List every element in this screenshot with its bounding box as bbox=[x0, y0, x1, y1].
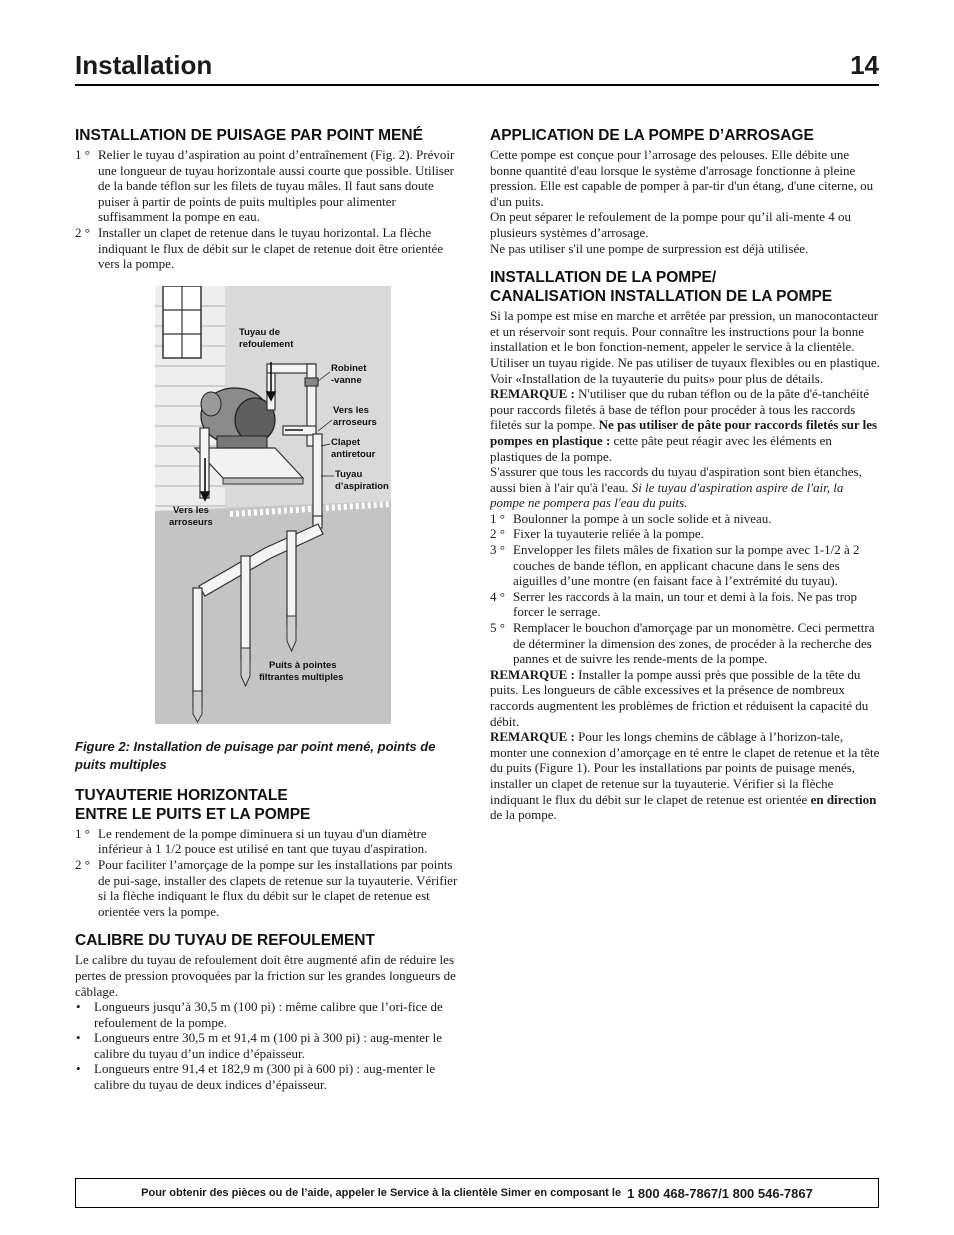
installation-figure bbox=[155, 286, 391, 724]
paragraph: Si la pompe est mise en marche et arrêtée par pression, un manocontacteur et un réservoir sont requis. Pour connaître les instructions pour la bonne installation et le bon fonction-nement, appeler le service à la clientèle. bbox=[490, 308, 879, 355]
paragraph: Cette pompe est conçue pour l’arrosage des pelouses. Elle débite une bonne quantité d'eau lorsque le système d'arrosage fonctionne à pleine pression. Elle est capable de pomper à par-tir d'un étang, d'une citerne, ou d'un puits. bbox=[490, 147, 874, 209]
list-item: • Longueurs entre 91,4 et 182,9 m (300 pi à 600 pi) : aug-menter le calibre du tuyau de deux indices d’épaisseur. bbox=[76, 1061, 436, 1093]
drive-point-steps bbox=[75, 147, 463, 272]
label-vers-arroseurs-2: arroseurs bbox=[333, 416, 377, 428]
page-header bbox=[75, 50, 879, 86]
list-item: 3 ° Envelopper les filets mâles de fixation sur la pompe avec 1-1/2 à 2 couches de bande téflon, en applicant chacune dans le sens des aiguilles d’une montre (en faisant face à l’extrémité du tuyau). bbox=[490, 542, 860, 589]
label-tuyau-refoulement-2: refoulement bbox=[239, 338, 294, 350]
footer-text: Pour obtenir des pièces ou de l’aide, appeler le Service à la clientèle Simer en composant le bbox=[141, 1187, 622, 1199]
remark-teflon: REMARQUE : N'utiliser que du ruban téflon ou de la pâte d'é-tanchéité pour raccords filetés à base de téflon pour procéder à tous les raccords filetés sur la pompe. Ne pas utiliser de pâte pour raccords filetés sur les pompes en plastique : cette pâte peut réagir avec les éléments en plastiques de la pompe. bbox=[490, 386, 878, 464]
list-item: 2 ° Pour faciliter l’amorçage de la pompe sur les installations par points de pui-sage, installer des clapets de retenue sur la tuyauterie. Vérifier si la flèche indiquant le flux du débit sur le clapet de retenue est orientée vers la pompe. bbox=[75, 856, 458, 919]
right-column bbox=[490, 126, 880, 823]
paragraph: Ne pas utiliser s'il une pompe de surpression est déjà utilisée. bbox=[490, 240, 809, 256]
pump-install-steps bbox=[490, 511, 880, 667]
label-tuyau-aspiration: Tuyau bbox=[335, 468, 363, 480]
paragraph-airtight: S'assurer que tous les raccords du tuyau d'aspiration sont bien étanches, aussi bien à l'air qu'à l'eau. Si le tuyau d'aspiration aspire de l'air, la pompe ne pompera pas l'eau du puits. bbox=[490, 464, 862, 511]
footer-help-bar bbox=[75, 1178, 879, 1208]
list-item: 2 ° Installer un clapet de retenue dans le tuyau horizontal. La flèche indiquant le flux de débit sur le clapet de retenue doit être orientée vers la pompe. bbox=[75, 224, 444, 272]
discharge-intro: Le calibre du tuyau de refoulement doit être augmenté afin de réduire les pertes de pression provoquées par la friction sur les grandes longueurs de câblage. bbox=[75, 952, 456, 999]
footer-phone: 1 800 468-7867/1 800 546-7867 bbox=[627, 1185, 813, 1201]
list-item: 5 ° Remplacer le bouchon d'amorçage par un monomètre. Ceci permettra de déterminer la dimension des zones, de procéder à la recherche des pannes et de suivre les rende-ments de la pompe. bbox=[490, 620, 875, 667]
paragraph: On peut séparer le refoulement de la pompe pour qu’il ali-mente 4 ou plusieurs systèmes d’arrosage. bbox=[490, 209, 851, 240]
label-robinet: Robinet bbox=[331, 362, 367, 374]
paragraph: Utiliser un tuyau rigide. Ne pas utiliser de tuyaux flexibles ou en plastique. Voir «Installation de la tuyauterie du puits» pour plus de détails. bbox=[490, 354, 880, 386]
label-tuyau-aspiration-2: d’aspiration bbox=[335, 480, 389, 492]
figure-caption: Figure 2: Installation de puisage par point mené, points de puits multiples bbox=[75, 738, 436, 772]
section-heading-pump-install: INSTALLATION DE LA POMPE/ CANALISATION INSTALLATION DE LA POMPE bbox=[490, 269, 833, 306]
section-heading-horizontal: TUYAUTERIE HORIZONTALE ENTRE LE PUITS ET LA POMPE bbox=[75, 786, 311, 823]
list-item: 1 ° Relier le tuyau d’aspiration au point d’entraînement (Fig. 2). Prévoir une longueur de tuyau horizontale aussi courte que possible. Utiliser de la bande téflon sur les filets de tuyau mâles. Il faut sans doute puiser à partir de points de puits multiples pour alimenter suffisamment la pompe en eau. bbox=[75, 147, 455, 225]
section-heading-discharge: CALIBRE DU TUYAU DE REFOULEMENT bbox=[75, 932, 375, 950]
label-puits-2: filtrantes multiples bbox=[259, 671, 344, 683]
label-robinet-2: -vanne bbox=[331, 374, 362, 386]
page-title: Installation bbox=[75, 50, 213, 80]
list-item: 4 ° Serrer les raccords à la main, un tour et demi à la fois. Ne pas trop forcer le serrage. bbox=[490, 588, 858, 620]
pump-well-illustration bbox=[155, 286, 391, 724]
remark-priming-tee: REMARQUE : Pour les longs chemins de câblage à l’horizon-tale, monter une connexion d’amorçage en té entre le clapet de retenue et la tête du puits (Figure 1). Pour les installations par points de puisage menés, installer un clapet de retenue sur la tuyauterie. Vérifier si la flèche indiquant le flux du débit sur le clapet de retenue est orientée en direction de la pompe. bbox=[490, 729, 880, 823]
left-column bbox=[75, 126, 463, 1093]
label-vers-arroseurs-left-2: arroseurs bbox=[169, 516, 213, 528]
list-item: 1 ° Boulonner la pompe à un socle solide et à niveau. bbox=[490, 510, 772, 526]
list-item: • Longueurs jusqu’à 30,5 m (100 pi) : même calibre que l’ori-fice de refoulement de la pompe. bbox=[76, 999, 443, 1030]
page-number: 14 bbox=[850, 50, 879, 80]
label-vers-arroseurs-left: Vers les bbox=[173, 504, 209, 516]
list-item: 1 ° Le rendement de la pompe diminuera si un tuyau d'un diamètre inférieur à 1 1/2 pouce est utilisé en tant que tuyau d'aspiration. bbox=[75, 825, 428, 857]
label-vers-arroseurs: Vers les bbox=[333, 404, 369, 416]
section-heading-sprinkler: APPLICATION DE LA POMPE D’ARROSAGE bbox=[490, 127, 814, 144]
section-heading-drive-point: INSTALLATION DE PUISAGE PAR POINT MENÉ bbox=[75, 127, 423, 144]
list-item: • Longueurs entre 30,5 m et 91,4 m (100 pi à 300 pi) : aug-menter le calibre du tuyau d’un indice d’épaisseur. bbox=[76, 1030, 443, 1061]
label-clapet-2: antiretour bbox=[331, 448, 376, 460]
label-puits: Puits à pointes bbox=[269, 659, 337, 671]
label-clapet: Clapet bbox=[331, 436, 361, 448]
label-tuyau-refoulement: Tuyau de bbox=[239, 326, 280, 338]
list-item: 2 ° Fixer la tuyauterie reliée à la pompe. bbox=[490, 526, 704, 542]
remark-proximity: REMARQUE : Installer la pompe aussi près que possible de la tête du puits. Les longueurs de câble excessives et la présence de nombreux raccords augmentent les problèmes de friction et réduisent la capacité du débit. bbox=[490, 666, 869, 729]
horizontal-steps bbox=[75, 826, 463, 920]
